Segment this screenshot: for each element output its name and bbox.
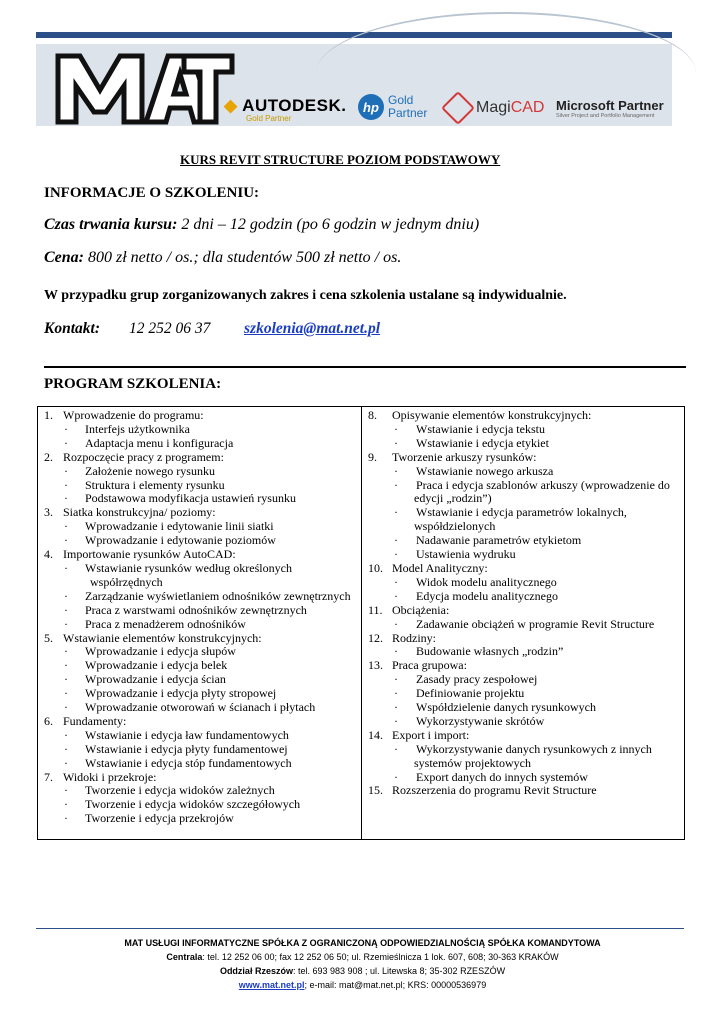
bullet-icon: ·	[64, 602, 68, 617]
autodesk-partner-logo: ◆ AUTODESK. Gold Partner	[224, 96, 347, 123]
program-item-text: Obciążenia:	[392, 602, 450, 617]
program-item-text: Export i import:	[392, 727, 470, 742]
footer-rzeszow: Oddział Rzeszów: tel. 693 983 908 ; ul. Litewska 8; 35-302 RZESZÓW	[219, 966, 506, 976]
program-item	[44, 701, 360, 715]
program-section	[44, 409, 360, 423]
section-number: 3.	[44, 505, 53, 520]
program-item	[368, 492, 684, 506]
program-item-text: Nadawanie parametrów etykietom	[416, 533, 582, 548]
program-item	[44, 520, 360, 534]
footer-centrala: Centrala: tel. 12 252 06 00; fax 12 252 06 50; ul. Rzemieślnicza 1 lok. 607, 608; 30-363 KRAKÓW	[166, 952, 559, 962]
program-item	[44, 465, 360, 479]
program-item	[44, 673, 360, 687]
program-item-text: Wstawianie nowego arkusza	[416, 463, 554, 478]
bullet-icon: ·	[64, 741, 68, 756]
course-title: KURS REVIT STRUCTURE POZIOM PODSTAWOWY	[180, 152, 501, 167]
bullet-icon: ·	[64, 421, 68, 436]
program-item-text: Wprowadzanie i edycja płyty stropowej	[85, 686, 277, 701]
program-item-text: Praca z menadżerem odnośników	[85, 616, 246, 631]
program-item-text: Wprowadzenie do programu:	[63, 408, 204, 422]
program-item-text: Wykorzystywanie danych rysunkowych z innych	[416, 741, 652, 756]
section-number: 12.	[368, 630, 383, 645]
bullet-icon: ·	[394, 477, 398, 492]
bullet-icon: ·	[394, 547, 398, 562]
bullet-icon: ·	[394, 574, 398, 589]
bullet-icon: ·	[64, 700, 68, 715]
program-item	[368, 576, 684, 590]
mat-logo	[54, 50, 236, 126]
program-section	[44, 506, 360, 520]
program-item	[44, 604, 360, 618]
program-item	[44, 784, 360, 798]
program-item	[368, 743, 684, 757]
program-item	[368, 687, 684, 701]
program-section	[368, 632, 684, 646]
bullet-icon: ·	[394, 463, 398, 478]
program-item-text: Wprowadzanie i edycja ścian	[85, 672, 226, 687]
program-item-text: Zasady pracy zespołowej	[416, 672, 538, 687]
program-item-text: Wstawianie i edycja płyty fundamentowej	[85, 741, 288, 756]
section-number: 6.	[44, 713, 53, 728]
program-item-text: Praca i edycja szablonów arkuszy (wprowadzenie do	[416, 477, 670, 492]
section-number: 2.	[44, 449, 53, 464]
section-number: 7.	[44, 769, 53, 784]
program-section	[368, 784, 684, 798]
section-number: 11.	[368, 602, 383, 617]
program-item-text: Widok modelu analitycznego	[416, 574, 557, 589]
website-link[interactable]: www.mat.net.pl	[238, 980, 305, 990]
bullet-icon: ·	[64, 672, 68, 687]
contact-phone: 12 252 06 37	[129, 320, 211, 337]
magicad-logo: MagiCAD	[446, 96, 544, 120]
section-number: 5.	[44, 630, 53, 645]
program-item	[44, 729, 360, 743]
program-item	[368, 437, 684, 451]
program-section	[44, 632, 360, 646]
program-section	[44, 451, 360, 465]
program-section	[368, 604, 684, 618]
program-item	[368, 479, 684, 493]
program-item-text: Wstawianie i edycja parametrów lokalnych,	[416, 505, 627, 520]
bullet-icon: ·	[394, 435, 398, 450]
column-divider	[361, 407, 362, 839]
program-item-text: Zarządzanie wyświetlaniem odnośników zewnętrznych	[85, 588, 351, 603]
contact-line: Kontakt: 12 252 06 37 szkolenia@mat.net.pl	[44, 320, 381, 337]
program-item	[368, 771, 684, 785]
program-item	[368, 715, 684, 729]
program-item	[368, 520, 684, 534]
program-item	[368, 506, 684, 520]
microsoft-partner-logo: Microsoft Partner Silver Project and Portfolio Management	[556, 98, 664, 119]
bullet-icon: ·	[394, 700, 398, 715]
contact-email-link[interactable]: szkolenia@mat.net.pl	[244, 320, 381, 337]
section-number: 13.	[368, 658, 383, 673]
program-item-text: Ustawienia wydruku	[416, 547, 516, 562]
program-section	[44, 548, 360, 562]
program-item	[368, 465, 684, 479]
program-item-text: Interfejs użytkownika	[85, 421, 190, 436]
bullet-icon: ·	[64, 463, 68, 478]
program-item	[44, 423, 360, 437]
program-item	[44, 812, 360, 826]
program-item	[44, 576, 360, 590]
bullet-icon: ·	[64, 435, 68, 450]
program-item	[44, 590, 360, 604]
program-item-text: Praca grupowa:	[392, 658, 467, 673]
program-item-text: Praca z warstwami odnośników zewnętrznych	[85, 602, 307, 617]
bullet-icon: ·	[64, 644, 68, 659]
program-item	[368, 701, 684, 715]
hp-partner-logo: hp Gold Partner	[358, 94, 427, 120]
program-item-text: Wprowadzanie i edytowanie linii siatki	[85, 519, 274, 534]
bullet-icon: ·	[394, 713, 398, 728]
program-item	[368, 645, 684, 659]
section-number: 14.	[368, 727, 383, 742]
section-number: 9.	[368, 449, 377, 464]
program-item	[368, 534, 684, 548]
section-number: 1.	[44, 408, 53, 422]
bullet-icon: ·	[394, 588, 398, 603]
program-item-text: Adaptacja menu i konfiguracja	[85, 435, 234, 450]
program-section	[44, 771, 360, 785]
bullet-icon: ·	[394, 616, 398, 631]
program-table	[37, 406, 685, 840]
bullet-icon: ·	[64, 533, 68, 548]
bullet-icon: ·	[64, 560, 68, 575]
program-item-text: Struktura i elementy rysunku	[85, 477, 225, 492]
program-section	[368, 451, 684, 465]
program-item	[44, 479, 360, 493]
program-item-text: systemów projektowych	[414, 755, 531, 770]
section-number: 15.	[368, 783, 383, 798]
program-item-text: Model Analityczny:	[392, 560, 488, 575]
program-item	[44, 757, 360, 771]
program-item-text: Wstawianie i edycja etykiet	[416, 435, 549, 450]
program-item-text: Definiowanie projektu	[416, 686, 525, 701]
footer-contact: www.mat.net.pl; e-mail: mat@mat.net.pl; KRS: 00000536979	[238, 980, 487, 990]
bullet-icon: ·	[64, 783, 68, 798]
program-item	[368, 673, 684, 687]
program-item-text: Budowanie własnych „rodzin”	[416, 644, 564, 659]
info-heading: INFORMACJE O SZKOLENIU:	[44, 185, 260, 201]
program-item-text: Export danych do innych systemów	[416, 769, 588, 784]
program-column-left	[44, 409, 360, 826]
program-item-text: Wstawianie elementów konstrukcyjnych:	[63, 630, 262, 645]
bullet-icon: ·	[64, 588, 68, 603]
program-item	[368, 548, 684, 562]
program-item-text: Rozszerzenia do programu Revit Structure	[392, 783, 597, 798]
program-item-text: Fundamenty:	[63, 713, 127, 728]
bullet-icon: ·	[394, 741, 398, 756]
program-item-text: Podstawowa modyfikacja ustawień rysunku	[85, 491, 296, 506]
program-item	[44, 743, 360, 757]
program-item-text: Zadawanie obciążeń w programie Revit Structure	[416, 616, 655, 631]
bullet-icon: ·	[64, 477, 68, 492]
bullet-icon: ·	[64, 616, 68, 631]
program-item-text: Widoki i przekroje:	[63, 769, 157, 784]
program-item-text: Wprowadzanie otworowań w ścianach i płytach	[85, 700, 316, 715]
program-item-text: Tworzenie i edycja widoków zależnych	[85, 783, 275, 798]
bullet-icon: ·	[64, 727, 68, 742]
program-item	[44, 659, 360, 673]
program-item-text: Siatka konstrukcyjna/ poziomy:	[63, 505, 216, 520]
program-item-text: Współdzielenie danych rysunkowych	[416, 700, 596, 715]
divider	[44, 366, 686, 368]
program-item-text: Założenie nowego rysunku	[85, 463, 215, 478]
program-item	[44, 687, 360, 701]
program-section	[368, 729, 684, 743]
program-item-text: Importowanie rysunków AutoCAD:	[63, 547, 236, 562]
program-item	[44, 492, 360, 506]
program-item-text: edycji „rodzin”)	[414, 491, 492, 506]
program-item-text: Rodziny:	[392, 630, 436, 645]
bullet-icon: ·	[394, 686, 398, 701]
program-item-text: Wprowadzanie i edycja słupów	[85, 644, 236, 659]
bullet-icon: ·	[394, 769, 398, 784]
program-item-text: Tworzenie arkuszy rysunków:	[392, 449, 537, 464]
program-heading: PROGRAM SZKOLENIA:	[44, 376, 222, 392]
program-item	[368, 590, 684, 604]
price-line: Cena: 800 zł netto / os.; dla studentów 500 zł netto / os.	[44, 249, 402, 266]
program-section	[368, 659, 684, 673]
section-number: 10.	[368, 560, 383, 575]
program-item	[44, 645, 360, 659]
letterhead	[36, 32, 672, 132]
program-item-text: Wstawianie i edycja tekstu	[416, 421, 545, 436]
bullet-icon: ·	[394, 421, 398, 436]
program-item-text: Wprowadzanie i edycja belek	[85, 658, 228, 673]
program-item-text: Rozpoczęcie pracy z programem:	[63, 449, 224, 464]
footer-company: MAT USŁUGI INFORMATYCZNE SPÓŁKA Z OGRANICZONĄ ODPOWIEDZIALNOŚCIĄ SPÓŁKA KOMANDYTOWA	[124, 938, 601, 948]
program-item-text: Wstawianie i edycja stóp fundamentowych	[85, 755, 292, 770]
program-item-text: współrzędnych	[90, 574, 163, 589]
program-item-text: Tworzenie i edycja przekrojów	[85, 811, 234, 826]
bullet-icon: ·	[64, 686, 68, 701]
bullet-icon: ·	[64, 519, 68, 534]
section-number: 4.	[44, 547, 53, 562]
program-item-text: Tworzenie i edycja widoków szczegółowych	[85, 797, 301, 812]
duration-line: Czas trwania kursu: 2 dni – 12 godzin (po 6 godzin w jednym dniu)	[44, 216, 480, 233]
program-item	[44, 798, 360, 812]
program-section	[368, 562, 684, 576]
group-note: W przypadku grup zorganizowanych zakres i cena szkolenia ustalane są indywidualnie.	[44, 288, 567, 303]
bullet-icon: ·	[394, 644, 398, 659]
bullet-icon: ·	[394, 672, 398, 687]
section-number: 8.	[368, 408, 377, 422]
bullet-icon: ·	[64, 658, 68, 673]
bullet-icon: ·	[394, 505, 398, 520]
program-section	[368, 409, 684, 423]
program-column-right	[368, 409, 684, 798]
program-item-text: Opisywanie elementów konstrukcyjnych:	[392, 408, 592, 422]
program-item-text: Wprowadzanie i edytowanie poziomów	[85, 533, 276, 548]
program-item-text: Wykorzystywanie skrótów	[416, 713, 545, 728]
program-item	[44, 562, 360, 576]
program-item	[44, 437, 360, 451]
bullet-icon: ·	[394, 533, 398, 548]
program-section	[44, 715, 360, 729]
bullet-icon: ·	[64, 755, 68, 770]
program-item-text: Wstawianie rysunków według określonych	[85, 560, 292, 575]
bullet-icon: ·	[64, 797, 68, 812]
program-item	[368, 618, 684, 632]
program-item-text: Wstawianie i edycja ław fundamentowych	[85, 727, 289, 742]
footer-divider	[36, 928, 684, 929]
program-item-text: Edycja modelu analitycznego	[416, 588, 558, 603]
program-item	[44, 618, 360, 632]
bullet-icon: ·	[64, 811, 68, 826]
bullet-icon: ·	[64, 491, 68, 506]
program-item	[368, 423, 684, 437]
program-item	[368, 757, 684, 771]
program-item-text: współdzielonych	[414, 519, 496, 534]
program-item	[44, 534, 360, 548]
